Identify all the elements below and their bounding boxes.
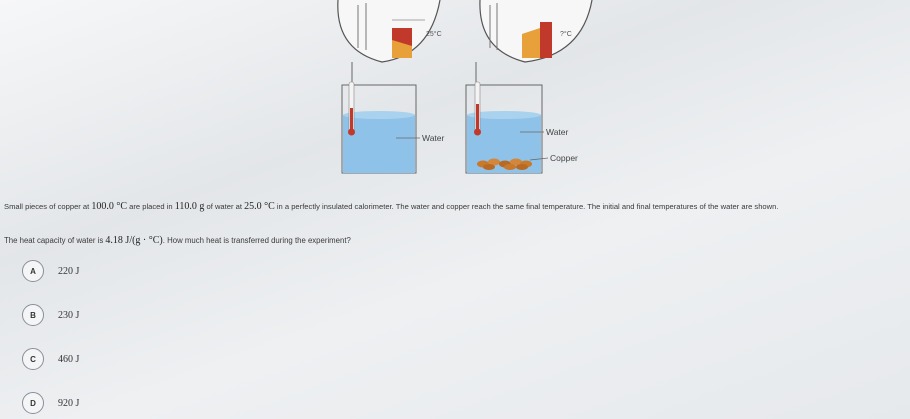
water-temp: 25.0 °C	[244, 201, 275, 212]
question-part4: in a perfectly insulated calorimeter. The water and copper reach the same final temperature. The initial and final temperatures of the water are shown.	[274, 202, 779, 211]
heat-capacity-value: 4.18 J/(g · °C)	[105, 235, 163, 246]
option-d-letter: D	[22, 392, 44, 414]
left-water-label: Water	[422, 133, 445, 143]
copper-temp: 100.0 °C	[91, 201, 128, 212]
option-a[interactable]	[22, 258, 79, 284]
option-d[interactable]	[22, 390, 79, 416]
heat-capacity-part2: . How much heat is transferred during the experiment?	[162, 236, 351, 245]
left-beaker	[342, 82, 445, 173]
option-c[interactable]	[22, 346, 79, 372]
calorimeter-diagram	[330, 0, 630, 190]
heat-capacity-part1: The heat capacity of water is	[4, 236, 106, 245]
option-b-letter: B	[22, 304, 44, 326]
left-thermometer-magnifier	[338, 0, 442, 62]
option-a-text: 220 J	[58, 265, 80, 277]
copper-label: Copper	[550, 153, 578, 163]
left-thermometer-reading: 25°C	[426, 31, 442, 38]
right-thermometer-reading: ?°C	[560, 31, 572, 38]
right-water-label: Water	[546, 127, 569, 137]
water-mass: 110.0 g	[174, 201, 205, 212]
question-part1: Small pieces of copper at	[4, 202, 92, 211]
option-d-text: 920 J	[58, 397, 80, 409]
question-part2: are placed in	[127, 202, 175, 211]
right-beaker	[466, 82, 578, 173]
option-b-text: 230 J	[58, 309, 80, 321]
option-a-letter: A	[22, 260, 44, 282]
option-b[interactable]	[22, 302, 79, 328]
question-text	[4, 201, 904, 212]
option-c-letter: C	[22, 348, 44, 370]
option-c-text: 460 J	[58, 353, 80, 365]
right-thermometer-magnifier	[480, 0, 592, 62]
heat-capacity-text	[4, 235, 704, 246]
question-part3: of water at	[204, 202, 245, 211]
